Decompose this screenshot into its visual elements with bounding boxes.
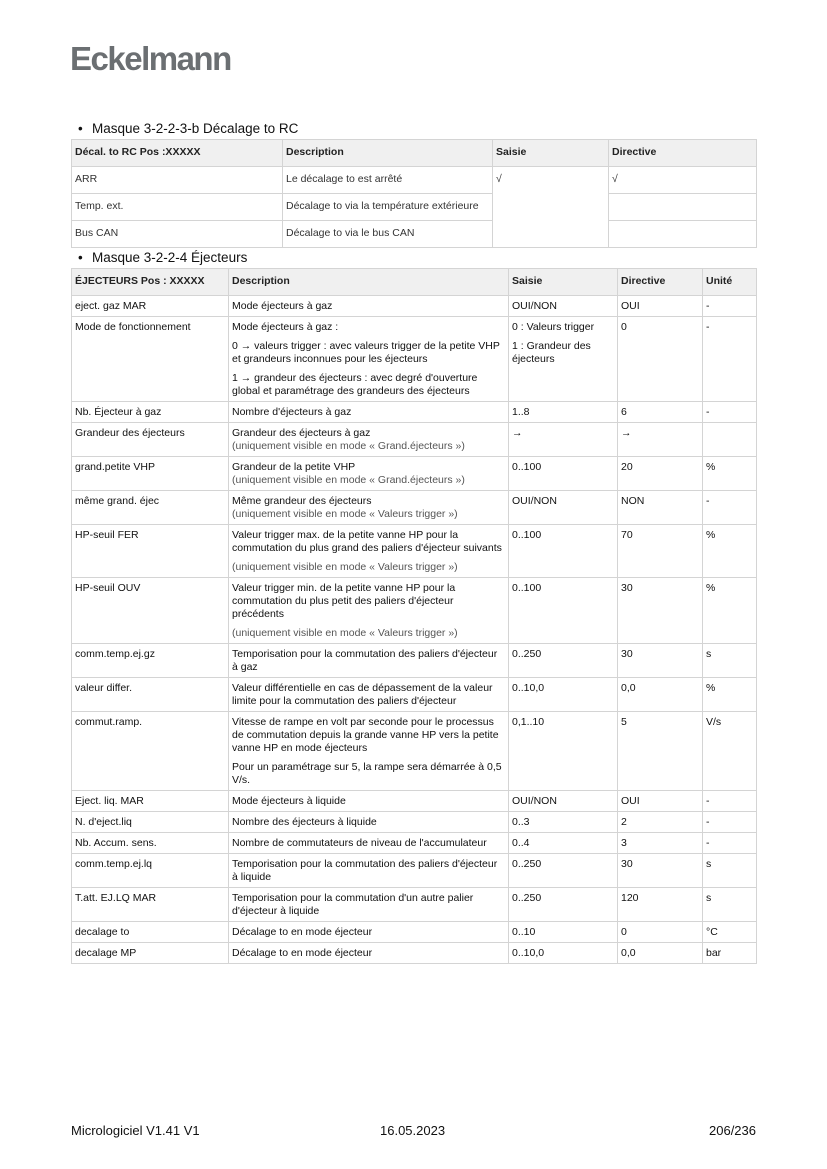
column-header: Directive <box>618 269 703 296</box>
text-line: Décalage to en mode éjecteur <box>232 926 373 938</box>
row-saisie <box>509 317 618 402</box>
table-row <box>72 712 757 791</box>
row-unite <box>703 423 757 457</box>
row-directive <box>609 221 757 248</box>
row-name: Grandeur des éjecteurs <box>72 423 229 457</box>
text-line: OUI/NON <box>512 300 557 312</box>
text-line: Nombre des éjecteurs à liquide <box>232 816 377 828</box>
column-header: Saisie <box>509 269 618 296</box>
row-name: Nb. Éjecteur à gaz <box>72 402 229 423</box>
row-name: Bus CAN <box>72 221 283 248</box>
row-name: decalage MP <box>72 943 229 964</box>
text-line: 1 : Grandeur des éjecteurs <box>512 340 591 365</box>
text-line: OUI/NON <box>512 495 557 507</box>
table-header-row <box>72 140 757 167</box>
text-line: Vitesse de rampe en volt par seconde pour le processus de commutation depuis la grande vanne HP vers la petite vanne HP en mode éjecteurs <box>232 716 499 754</box>
row-directive: 30 <box>618 854 703 888</box>
row-name: HP-seuil OUV <box>72 578 229 644</box>
row-unite: - <box>703 833 757 854</box>
footer-page-number: 206/236 <box>709 1123 756 1138</box>
row-directive: 0,0 <box>618 678 703 712</box>
text-line: Décalage to en mode éjecteur <box>232 947 373 959</box>
row-saisie <box>509 678 618 712</box>
row-directive: 2 <box>618 812 703 833</box>
column-header: Unité <box>703 269 757 296</box>
row-name: comm.temp.ej.gz <box>72 644 229 678</box>
row-directive: 5 <box>618 712 703 791</box>
bullet-icon: • <box>78 121 83 136</box>
row-description <box>229 491 509 525</box>
row-directive <box>609 194 757 221</box>
row-name: grand.petite VHP <box>72 457 229 491</box>
footer-firmware: Micrologiciel V1.41 V1 <box>71 1123 200 1138</box>
row-saisie: √ <box>493 167 609 248</box>
row-unite: - <box>703 296 757 317</box>
row-unite: - <box>703 402 757 423</box>
text-line: 0..250 <box>512 858 542 870</box>
row-saisie <box>509 402 618 423</box>
column-header: Décal. to RC Pos :XXXXX <box>72 140 283 167</box>
table-row <box>72 678 757 712</box>
text-line: Même grandeur des éjecteurs <box>232 495 372 507</box>
row-description <box>229 296 509 317</box>
row-directive: OUI <box>618 296 703 317</box>
row-directive: 30 <box>618 644 703 678</box>
text-line: Pour un paramétrage sur 5, la rampe sera démarrée à 0,5 V/s. <box>232 761 502 786</box>
text-line: Nombre d'éjecteurs à gaz <box>232 406 352 418</box>
text-line: Temporisation pour la commutation des paliers d'éjecteur à liquide <box>232 858 498 883</box>
row-name: même grand. éjec <box>72 491 229 525</box>
row-description <box>229 812 509 833</box>
row-unite: - <box>703 491 757 525</box>
row-unite: % <box>703 578 757 644</box>
visibility-note: (uniquement visible en mode « Grand.éjecteurs ») <box>232 474 465 486</box>
column-header: ÉJECTEURS Pos : XXXXX <box>72 269 229 296</box>
row-description <box>229 712 509 791</box>
text-line: 0..250 <box>512 892 542 904</box>
row-name: HP-seuil FER <box>72 525 229 578</box>
row-directive: 3 <box>618 833 703 854</box>
table-row <box>72 888 757 922</box>
row-unite: V/s <box>703 712 757 791</box>
text-line: 1..8 <box>512 406 530 418</box>
text-line: 0..100 <box>512 529 542 541</box>
row-name: Eject. liq. MAR <box>72 791 229 812</box>
row-description: Le décalage to est arrêté <box>283 167 493 194</box>
column-header: Description <box>283 140 493 167</box>
row-saisie <box>509 491 618 525</box>
table-row <box>72 423 757 457</box>
text-line: 0..250 <box>512 648 542 660</box>
text-line: 0 → valeurs trigger : avec valeurs trigger de la petite VHP et grandeurs inconnues pour les éjecteurs <box>232 340 500 365</box>
visibility-note: (uniquement visible en mode « Valeurs trigger ») <box>232 561 458 573</box>
table-row <box>72 833 757 854</box>
column-header: Directive <box>609 140 757 167</box>
text-line: 0..10,0 <box>512 947 545 959</box>
row-saisie <box>509 578 618 644</box>
table-row <box>72 791 757 812</box>
row-unite: bar <box>703 943 757 964</box>
table-header-row <box>72 269 757 296</box>
text-line: Temporisation pour la commutation des paliers d'éjecteur à gaz <box>232 648 498 673</box>
row-unite: s <box>703 644 757 678</box>
table-row <box>72 221 757 248</box>
row-description <box>229 525 509 578</box>
table-row <box>72 812 757 833</box>
row-saisie <box>509 854 618 888</box>
visibility-note: (uniquement visible en mode « Grand.éjecteurs ») <box>232 440 465 452</box>
section-heading-decalage <box>78 121 298 136</box>
row-name: T.att. EJ.LQ MAR <box>72 888 229 922</box>
row-directive: 0,0 <box>618 943 703 964</box>
row-name: Temp. ext. <box>72 194 283 221</box>
row-directive: NON <box>618 491 703 525</box>
column-header: Description <box>229 269 509 296</box>
text-line: Nombre de commutateurs de niveau de l'accumulateur <box>232 837 487 849</box>
text-line: Valeur différentielle en cas de dépassement de la valeur limite pour la commutation des paliers d'éjecteur <box>232 682 493 707</box>
text-line: 0..3 <box>512 816 530 828</box>
table-row <box>72 167 757 194</box>
row-name: N. d'eject.liq <box>72 812 229 833</box>
row-saisie <box>509 888 618 922</box>
table-row <box>72 854 757 888</box>
text-line: Grandeur de la petite VHP <box>232 461 356 473</box>
row-description <box>229 888 509 922</box>
visibility-note: (uniquement visible en mode « Valeurs trigger ») <box>232 627 458 639</box>
footer-date: 16.05.2023 <box>380 1123 446 1138</box>
row-name: ARR <box>72 167 283 194</box>
table-row <box>72 491 757 525</box>
table-row <box>72 194 757 221</box>
row-unite: - <box>703 812 757 833</box>
row-description <box>229 943 509 964</box>
row-unite: s <box>703 888 757 922</box>
text-line: Mode éjecteurs à liquide <box>232 795 346 807</box>
row-directive: 70 <box>618 525 703 578</box>
row-saisie <box>509 525 618 578</box>
table-row <box>72 922 757 943</box>
row-unite: s <box>703 854 757 888</box>
row-saisie <box>509 296 618 317</box>
row-saisie <box>509 812 618 833</box>
text-line: 1 → grandeur des éjecteurs : avec degré d'ouverture global et paramétrage des grandeurs des éjecteurs <box>232 372 478 397</box>
row-directive: 30 <box>618 578 703 644</box>
table-row <box>72 402 757 423</box>
text-line: 0 : Valeurs trigger <box>512 321 595 333</box>
text-line: Temporisation pour la commutation d'un autre palier d'éjecteur à liquide <box>232 892 474 917</box>
text-line: 0..4 <box>512 837 530 849</box>
row-description <box>229 922 509 943</box>
text-line: 0..100 <box>512 582 542 594</box>
row-saisie <box>509 943 618 964</box>
row-saisie <box>509 644 618 678</box>
table-row <box>72 457 757 491</box>
text-line: 0..100 <box>512 461 542 473</box>
row-directive: 6 <box>618 402 703 423</box>
text-line: Valeur trigger max. de la petite vanne HP pour la commutation du plus grand des paliers d'éjecteur suivants <box>232 529 502 554</box>
row-description <box>229 578 509 644</box>
row-saisie <box>509 423 618 457</box>
row-name: commut.ramp. <box>72 712 229 791</box>
row-directive: 0 <box>618 317 703 402</box>
text-line: 0..10 <box>512 926 536 938</box>
bullet-icon: • <box>78 250 83 265</box>
row-unite: - <box>703 317 757 402</box>
table-row <box>72 317 757 402</box>
text-line: Grandeur des éjecteurs à gaz <box>232 427 371 439</box>
table-row <box>72 644 757 678</box>
row-description <box>229 644 509 678</box>
row-saisie <box>509 833 618 854</box>
section-title: Masque 3-2-2-4 Éjecteurs <box>92 250 248 265</box>
text-line: 0,1..10 <box>512 716 545 728</box>
text-line: Mode éjecteurs à gaz <box>232 300 333 312</box>
row-unite: % <box>703 457 757 491</box>
text-line: Mode éjecteurs à gaz : <box>232 321 339 333</box>
row-name: Nb. Accum. sens. <box>72 833 229 854</box>
table-row <box>72 525 757 578</box>
visibility-note: (uniquement visible en mode « Valeurs trigger ») <box>232 508 458 520</box>
row-directive: 0 <box>618 922 703 943</box>
row-description <box>229 833 509 854</box>
row-name: valeur differ. <box>72 678 229 712</box>
row-name: Mode de fonctionnement <box>72 317 229 402</box>
row-name: eject. gaz MAR <box>72 296 229 317</box>
section-heading-ejecteurs <box>78 250 247 265</box>
row-directive: √ <box>609 167 757 194</box>
row-description <box>229 678 509 712</box>
row-saisie <box>509 791 618 812</box>
row-unite: % <box>703 678 757 712</box>
ejecteurs-table <box>71 268 757 964</box>
row-description <box>229 854 509 888</box>
row-saisie <box>509 922 618 943</box>
table-row <box>72 296 757 317</box>
column-header: Saisie <box>493 140 609 167</box>
text-line: 0..10,0 <box>512 682 545 694</box>
row-saisie <box>509 712 618 791</box>
eckelmann-logo: Eckelmann <box>70 40 231 77</box>
row-description <box>229 423 509 457</box>
text-line: Valeur trigger min. de la petite vanne HP pour la commutation du plus petit des paliers d'éjecteur précédents <box>232 582 456 620</box>
row-unite: °C <box>703 922 757 943</box>
section-title: Masque 3-2-2-3-b Décalage to RC <box>92 121 299 136</box>
text-line: → <box>512 427 523 439</box>
row-directive: 120 <box>618 888 703 922</box>
row-unite: % <box>703 525 757 578</box>
row-description: Décalage to via le bus CAN <box>283 221 493 248</box>
table-row <box>72 578 757 644</box>
row-description <box>229 402 509 423</box>
row-description <box>229 457 509 491</box>
row-saisie <box>509 457 618 491</box>
row-description <box>229 317 509 402</box>
table-row <box>72 943 757 964</box>
text-line: OUI/NON <box>512 795 557 807</box>
row-description: Décalage to via la température extérieure <box>283 194 493 221</box>
row-name: comm.temp.ej.lq <box>72 854 229 888</box>
row-directive: 20 <box>618 457 703 491</box>
decalage-table <box>71 139 757 248</box>
row-directive: OUI <box>618 791 703 812</box>
row-name: decalage to <box>72 922 229 943</box>
row-description <box>229 791 509 812</box>
row-directive: → <box>618 423 703 457</box>
row-unite: - <box>703 791 757 812</box>
